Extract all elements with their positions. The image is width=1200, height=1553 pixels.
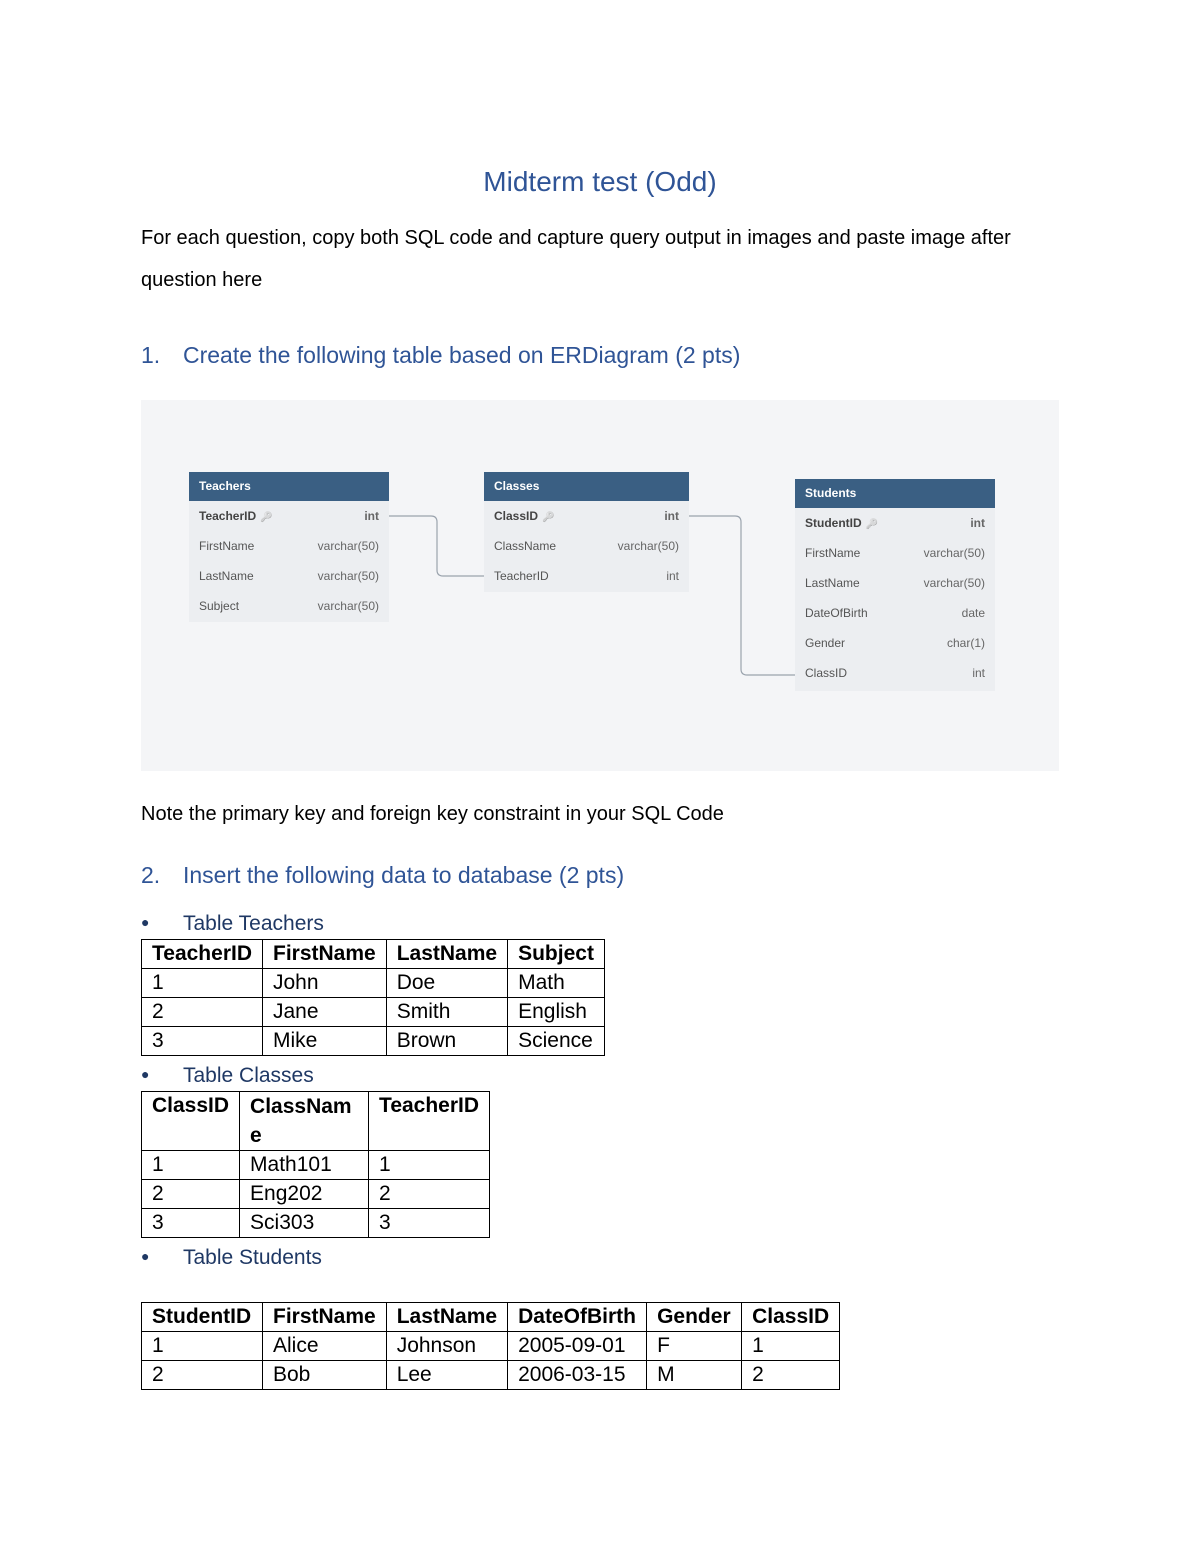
column-header: TeacherID bbox=[142, 940, 263, 969]
table-cell: John bbox=[263, 969, 387, 998]
teachers-entity-row bbox=[189, 501, 389, 531]
table-cell: Math bbox=[508, 969, 605, 998]
table-cell: Johnson bbox=[386, 1332, 507, 1361]
column-header: TeacherID bbox=[369, 1092, 490, 1151]
teachers-entity-header: Teachers bbox=[189, 472, 389, 501]
table-cell: Bob bbox=[263, 1361, 387, 1390]
column-name: LastName bbox=[199, 569, 254, 583]
column-header: LastName bbox=[386, 1303, 507, 1332]
column-type: date bbox=[961, 606, 985, 620]
primary-key-icon: 🔑 bbox=[865, 519, 879, 530]
teachers-entity-row bbox=[189, 531, 389, 561]
question-2-number: 2. bbox=[141, 862, 161, 888]
table-header-row bbox=[142, 940, 605, 969]
table-cell: Eng202 bbox=[240, 1180, 369, 1209]
table-cell: 1 bbox=[142, 1332, 263, 1361]
table-row bbox=[142, 1027, 605, 1056]
students-table-label bbox=[141, 1246, 322, 1270]
teachers-entity bbox=[189, 472, 389, 622]
students-entity-header: Students bbox=[795, 479, 995, 508]
column-name: TeacherID bbox=[494, 569, 549, 583]
question-2-text: Insert the following data to database (2 pts) bbox=[183, 862, 625, 888]
primary-key-icon: 🔑 bbox=[542, 512, 555, 523]
column-header: FirstName bbox=[263, 940, 387, 969]
column-type: int bbox=[664, 509, 679, 523]
table-cell: Mike bbox=[263, 1027, 387, 1056]
table-cell: Doe bbox=[386, 969, 507, 998]
table-cell: 1 bbox=[742, 1332, 840, 1361]
teachers-entity-row bbox=[189, 561, 389, 591]
column-header: FirstName bbox=[263, 1303, 387, 1332]
table-cell: 1 bbox=[142, 969, 263, 998]
teachers-table-label bbox=[141, 912, 324, 936]
classes-entity-row bbox=[484, 501, 689, 531]
teachers-table-label-text: Table Teachers bbox=[183, 912, 324, 935]
table-cell: Science bbox=[508, 1027, 605, 1056]
table-cell: 3 bbox=[142, 1209, 240, 1238]
page-title: Midterm test (Odd) bbox=[483, 166, 717, 197]
table-cell: Sci303 bbox=[240, 1209, 369, 1238]
table-cell: Alice bbox=[263, 1332, 387, 1361]
table-cell: Smith bbox=[386, 998, 507, 1027]
table-row bbox=[142, 1332, 840, 1361]
classes-entity bbox=[484, 472, 689, 592]
column-name: TeacherID bbox=[199, 509, 257, 523]
column-header: ClassID bbox=[742, 1303, 840, 1332]
table-cell: M bbox=[647, 1361, 742, 1390]
teachers-entity-row bbox=[189, 591, 389, 621]
column-header: Subject bbox=[508, 940, 605, 969]
classes-table-label bbox=[141, 1064, 314, 1088]
primary-key-icon: 🔑 bbox=[260, 512, 273, 523]
table-row bbox=[142, 1361, 840, 1390]
column-type: varchar(50) bbox=[317, 569, 379, 583]
table-cell: 2006-03-15 bbox=[508, 1361, 647, 1390]
table-cell: 2 bbox=[142, 1361, 263, 1390]
table-cell: F bbox=[647, 1332, 742, 1361]
er-diagram bbox=[141, 400, 1059, 771]
table-cell: 2 bbox=[142, 998, 263, 1027]
column-header: LastName bbox=[386, 940, 507, 969]
column-name: ClassID bbox=[805, 666, 848, 680]
students-entity bbox=[795, 479, 995, 691]
bullet-icon: ● bbox=[141, 914, 150, 930]
table-cell: 2 bbox=[742, 1361, 840, 1390]
students-entity-row bbox=[795, 508, 995, 538]
column-name: StudentID bbox=[805, 516, 862, 530]
teachers-data-table bbox=[141, 939, 605, 1056]
column-name: Gender bbox=[805, 636, 846, 650]
table-row bbox=[142, 969, 605, 998]
table-cell: 2 bbox=[369, 1180, 490, 1209]
students-entity-row bbox=[795, 568, 995, 598]
column-name: ClassName bbox=[494, 539, 557, 553]
intro-paragraph: For each question, copy both SQL code and capture query output in images and paste image after question here bbox=[141, 227, 1011, 291]
students-entity-row bbox=[795, 598, 995, 628]
table-cell: 3 bbox=[142, 1027, 263, 1056]
table-cell: Lee bbox=[386, 1361, 507, 1390]
table-cell: Brown bbox=[386, 1027, 507, 1056]
column-type: int bbox=[972, 666, 985, 680]
classes-students-connector bbox=[689, 516, 795, 675]
column-header: DateOfBirth bbox=[508, 1303, 647, 1332]
column-header: ClassID bbox=[142, 1092, 240, 1151]
column-type: varchar(50) bbox=[317, 539, 379, 553]
students-entity-row bbox=[795, 658, 995, 688]
bullet-icon: ● bbox=[141, 1248, 150, 1264]
column-name: Subject bbox=[199, 599, 240, 613]
table-row bbox=[142, 1180, 490, 1209]
column-type: varchar(50) bbox=[923, 546, 985, 560]
table-cell: 2 bbox=[142, 1180, 240, 1209]
teachers-classes-connector bbox=[389, 516, 484, 576]
classes-entity-row bbox=[484, 561, 689, 591]
column-name: LastName bbox=[805, 576, 860, 590]
question-1-heading bbox=[141, 342, 740, 369]
column-type: varchar(50) bbox=[317, 599, 379, 613]
question-1-text: Create the following table based on ERDiagram (2 pts) bbox=[183, 342, 741, 368]
students-data-table bbox=[141, 1302, 840, 1390]
column-type: int bbox=[666, 569, 679, 583]
column-type: int bbox=[364, 509, 379, 523]
table-row bbox=[142, 1209, 490, 1238]
question-2-heading bbox=[141, 862, 624, 889]
question-1-number: 1. bbox=[141, 342, 161, 368]
table-header-row bbox=[142, 1303, 840, 1332]
table-cell: 2005-09-01 bbox=[508, 1332, 647, 1361]
column-name: FirstName bbox=[805, 546, 861, 560]
students-entity-row bbox=[795, 538, 995, 568]
column-type: int bbox=[970, 516, 985, 530]
column-name: DateOfBirth bbox=[805, 606, 868, 620]
table-cell: 1 bbox=[369, 1151, 490, 1180]
table-cell: English bbox=[508, 998, 605, 1027]
table-cell: 3 bbox=[369, 1209, 490, 1238]
table-cell: 1 bbox=[142, 1151, 240, 1180]
column-header: StudentID bbox=[142, 1303, 263, 1332]
column-type: varchar(50) bbox=[923, 576, 985, 590]
classes-table-label-text: Table Classes bbox=[183, 1064, 314, 1087]
students-table-label-text: Table Students bbox=[183, 1246, 322, 1269]
table-cell: Math101 bbox=[240, 1151, 369, 1180]
table-header-row bbox=[142, 1092, 490, 1151]
column-header: ClassNam e bbox=[240, 1092, 369, 1151]
classes-data-table bbox=[141, 1091, 490, 1238]
table-row bbox=[142, 1151, 490, 1180]
column-header: Gender bbox=[647, 1303, 742, 1332]
table-row bbox=[142, 998, 605, 1027]
column-type: varchar(50) bbox=[617, 539, 679, 553]
bullet-icon: ● bbox=[141, 1066, 150, 1082]
table-cell: Jane bbox=[263, 998, 387, 1027]
column-name: ClassID bbox=[494, 509, 539, 523]
classes-entity-row bbox=[484, 531, 689, 561]
column-type: char(1) bbox=[946, 636, 985, 650]
classes-entity-header: Classes bbox=[484, 472, 689, 501]
students-entity-row bbox=[795, 628, 995, 658]
note-paragraph: Note the primary key and foreign key constraint in your SQL Code bbox=[141, 803, 724, 825]
column-name: FirstName bbox=[199, 539, 255, 553]
